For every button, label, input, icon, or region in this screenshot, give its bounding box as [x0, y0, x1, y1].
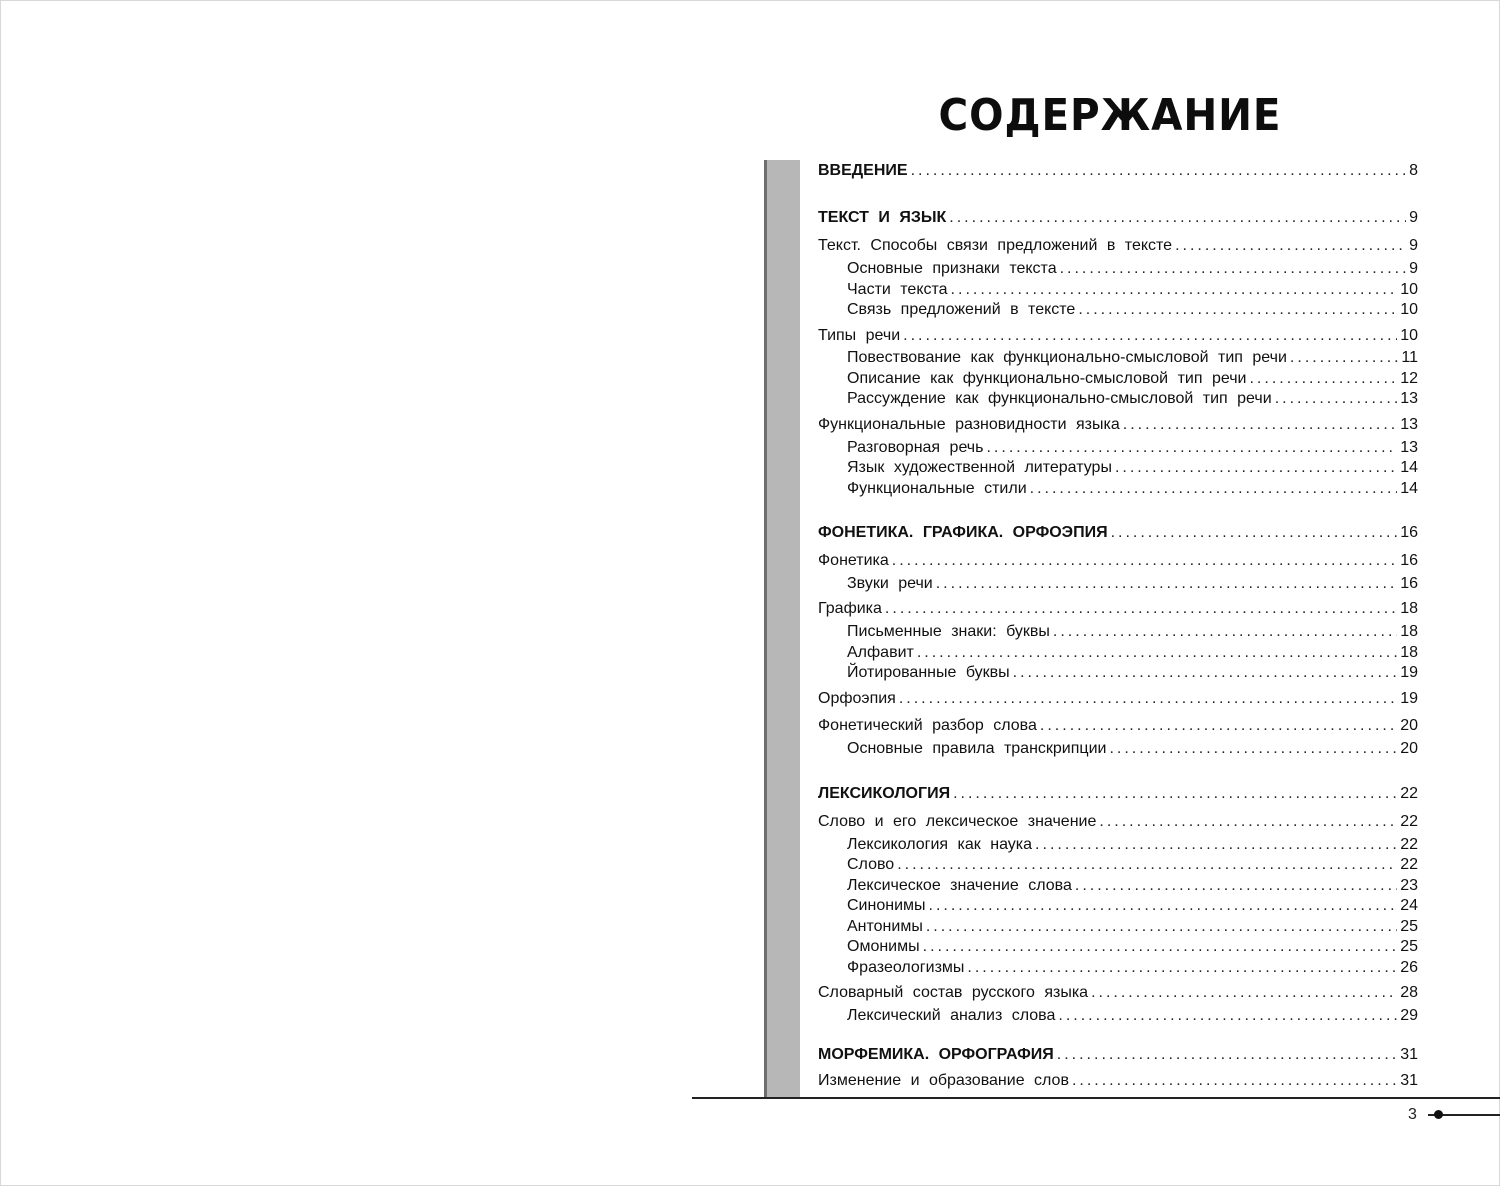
toc-label: Словарный состав русского языка	[818, 984, 1089, 1001]
toc-label: Функциональные разновидности языка	[818, 416, 1120, 433]
footer-rule	[692, 1097, 1500, 1099]
toc-label: Графика	[818, 600, 882, 617]
toc-label: Звуки речи	[847, 575, 933, 592]
toc-label: Фонетика	[818, 552, 889, 569]
toc-page: 22	[1400, 836, 1418, 853]
toc-subitem[interactable]	[847, 896, 1418, 916]
toc-label: ЛЕКСИКОЛОГИЯ	[818, 785, 951, 802]
leader-dots	[1072, 1071, 1397, 1091]
toc-section-lexicology[interactable]	[818, 784, 1418, 804]
toc-label: Функциональные стили	[847, 480, 1027, 497]
toc-label: Типы речи	[818, 327, 901, 344]
toc-label: ТЕКСТ И ЯЗЫК	[818, 209, 947, 226]
toc-page: 10	[1400, 301, 1418, 318]
toc-label: Лексикология как наука	[847, 836, 1033, 853]
toc-label: Синонимы	[847, 897, 926, 914]
leader-dots	[1053, 622, 1397, 642]
toc-subitem[interactable]	[847, 643, 1418, 663]
toc-page: 10	[1400, 281, 1418, 298]
leader-dots	[903, 326, 1397, 346]
toc-label: Письменные знаки: буквы	[847, 623, 1050, 640]
toc-label: Основные правила транскрипции	[847, 740, 1107, 757]
toc-subitem[interactable]	[847, 958, 1418, 978]
toc-page: 9	[1409, 209, 1418, 226]
toc-subitem[interactable]	[847, 917, 1418, 937]
toc-subitem[interactable]	[847, 280, 1418, 300]
leader-dots	[1060, 259, 1407, 279]
toc-item[interactable]	[818, 415, 1418, 435]
toc-page: 22	[1400, 785, 1418, 802]
toc-page: 23	[1400, 877, 1418, 894]
toc-page: 14	[1400, 459, 1418, 476]
leader-dots	[1275, 389, 1398, 409]
toc-subitem[interactable]	[847, 937, 1418, 957]
leader-dots	[1111, 523, 1398, 543]
toc-page: 22	[1400, 813, 1418, 830]
leader-dots	[929, 896, 1398, 916]
toc-page: 13	[1400, 390, 1418, 407]
toc-page: 11	[1401, 349, 1418, 366]
leader-dots	[1123, 415, 1397, 435]
toc-item[interactable]	[818, 689, 1418, 709]
leader-dots	[1115, 458, 1397, 478]
toc-subitem[interactable]	[847, 259, 1418, 279]
leader-dots	[1075, 876, 1397, 896]
toc-page: 31	[1400, 1072, 1418, 1089]
toc-subitem[interactable]	[847, 389, 1418, 409]
leader-dots	[1099, 812, 1397, 832]
leader-dots	[951, 280, 1398, 300]
toc-section-introduction[interactable]	[818, 161, 1418, 181]
toc-section-text-language[interactable]	[818, 208, 1418, 228]
toc-item[interactable]	[818, 236, 1418, 256]
toc-label: Орфоэпия	[818, 690, 896, 707]
toc-subitem[interactable]	[847, 876, 1418, 896]
page-marker-dot-icon	[1434, 1110, 1443, 1119]
leader-dots	[1035, 835, 1397, 855]
toc-item[interactable]	[818, 551, 1418, 571]
toc-page: 25	[1400, 938, 1418, 955]
leader-dots	[899, 689, 1397, 709]
leader-dots	[1091, 983, 1397, 1003]
leader-dots	[1109, 739, 1397, 759]
toc-page: 26	[1400, 959, 1418, 976]
toc-label: Рассуждение как функционально-смысловой тип речи	[847, 390, 1272, 407]
leader-dots	[1013, 663, 1398, 683]
leader-dots	[967, 958, 1397, 978]
toc-label: Алфавит	[847, 644, 914, 661]
toc-page: 9	[1409, 260, 1418, 277]
toc-page: 31	[1400, 1046, 1418, 1063]
toc-page: 19	[1400, 690, 1418, 707]
leader-dots	[1249, 369, 1397, 389]
toc-item[interactable]	[818, 326, 1418, 346]
toc-page: 18	[1400, 623, 1418, 640]
toc-label: Разговорная речь	[847, 439, 984, 456]
toc-subitem[interactable]	[847, 369, 1418, 389]
leader-dots	[885, 599, 1397, 619]
toc-page: 29	[1400, 1007, 1418, 1024]
toc-subitem[interactable]	[847, 663, 1418, 683]
leader-dots	[911, 161, 1407, 181]
toc-label: Йотированные буквы	[847, 664, 1010, 681]
page-number: 3	[1408, 1106, 1417, 1123]
leader-dots	[923, 937, 1398, 957]
leader-dots	[1078, 300, 1397, 320]
toc-label: Основные признаки текста	[847, 260, 1057, 277]
toc-label: Язык художественной литературы	[847, 459, 1112, 476]
toc-label: ВВЕДЕНИЕ	[818, 162, 908, 179]
leader-dots	[986, 438, 1397, 458]
toc-subitem[interactable]	[847, 835, 1418, 855]
toc-page: 18	[1400, 600, 1418, 617]
toc-section-phonetics[interactable]	[818, 523, 1418, 543]
toc-label: Изменение и образование слов	[818, 1072, 1069, 1089]
leader-dots	[949, 208, 1406, 228]
toc-label: Фонетический разбор слова	[818, 717, 1037, 734]
leader-dots	[892, 551, 1397, 571]
toc-page: 13	[1400, 416, 1418, 433]
toc-item[interactable]	[818, 716, 1418, 736]
toc-page: 13	[1400, 439, 1418, 456]
toc-label: ФОНЕТИКА. ГРАФИКА. ОРФОЭПИЯ	[818, 524, 1108, 541]
toc-subitem[interactable]	[847, 300, 1418, 320]
toc-subitem[interactable]	[847, 438, 1418, 458]
toc-label: Слово и его лексическое значение	[818, 813, 1097, 830]
toc-label: Антонимы	[847, 918, 923, 935]
toc-page: 20	[1400, 740, 1418, 757]
toc-page: 24	[1400, 897, 1418, 914]
toc-subitem[interactable]	[847, 855, 1418, 875]
toc-page: 25	[1400, 918, 1418, 935]
leader-dots	[1290, 348, 1398, 368]
toc-page: 22	[1400, 856, 1418, 873]
toc-page: 8	[1409, 162, 1418, 179]
toc-item[interactable]	[818, 599, 1418, 619]
toc-label: Связь предложений в тексте	[847, 301, 1076, 318]
toc-subitem[interactable]	[847, 479, 1418, 499]
leader-dots	[917, 643, 1397, 663]
leader-dots	[1057, 1045, 1397, 1065]
leader-dots	[953, 784, 1397, 804]
leader-dots	[1030, 479, 1398, 499]
toc-section-morphemics[interactable]	[818, 1045, 1418, 1065]
toc-label: Повествование как функционально-смысловой тип речи	[847, 349, 1287, 366]
leader-dots	[936, 574, 1397, 594]
toc-subitem[interactable]	[847, 622, 1418, 642]
toc-item[interactable]	[818, 812, 1418, 832]
toc-page: 19	[1400, 664, 1418, 681]
toc-label: Слово	[847, 856, 895, 873]
toc-label: Фразеологизмы	[847, 959, 965, 976]
leader-dots	[1058, 1006, 1397, 1026]
toc-label: Лексическое значение слова	[847, 877, 1072, 894]
page-title: СОДЕРЖАНИЕ	[938, 90, 1282, 141]
toc-label: Текст. Способы связи предложений в тексте	[818, 237, 1173, 254]
leader-dots	[897, 855, 1397, 875]
toc-page: 16	[1400, 575, 1418, 592]
toc-page: 20	[1400, 717, 1418, 734]
toc-item[interactable]	[818, 983, 1418, 1003]
toc-page: 10	[1400, 327, 1418, 344]
toc-page: 18	[1400, 644, 1418, 661]
toc-page: 16	[1400, 552, 1418, 569]
toc-page: 28	[1400, 984, 1418, 1001]
toc-subitem[interactable]	[847, 458, 1418, 478]
toc-subitem[interactable]	[847, 739, 1418, 759]
toc-label: Лексический анализ слова	[847, 1007, 1056, 1024]
toc-page: 12	[1400, 370, 1418, 387]
toc-page: 9	[1409, 237, 1418, 254]
toc-subitem[interactable]	[847, 1006, 1418, 1026]
toc-label: Части текста	[847, 281, 948, 298]
toc-page: 16	[1400, 524, 1418, 541]
toc-page: 14	[1400, 480, 1418, 497]
toc-subitem[interactable]	[847, 348, 1418, 368]
leader-dots	[926, 917, 1397, 937]
toc-subitem[interactable]	[847, 574, 1418, 594]
toc-label: Омонимы	[847, 938, 920, 955]
leader-dots	[1040, 716, 1397, 736]
leader-dots	[1175, 236, 1406, 256]
toc-label: МОРФЕМИКА. ОРФОГРАФИЯ	[818, 1046, 1054, 1063]
toc-label: Описание как функционально-смысловой тип речи	[847, 370, 1247, 387]
toc-item[interactable]	[818, 1071, 1418, 1091]
